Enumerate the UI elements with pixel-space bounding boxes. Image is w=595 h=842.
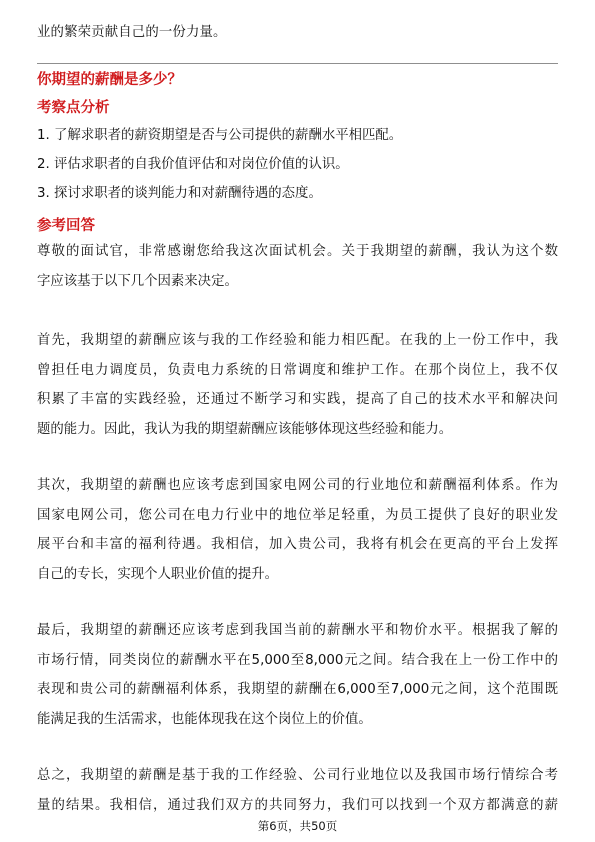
paragraph-line: 总之，我期望的薪酬是基于我的工作经验、公司行业地位以及我国市场行情综合考 <box>37 768 558 783</box>
answer-intro-paragraph <box>37 237 558 296</box>
paragraph-line: 表现和贵公司的薪酬福利体系，我期望的薪酬在6,000至7,000元之间，这个范围既 <box>37 682 558 697</box>
paragraph-line: 字应该基于以下几个因素来决定。 <box>37 273 238 289</box>
analysis-point-1: 1. 了解求职者的薪资期望是否与公司提供的薪酬水平相匹配。 <box>37 128 403 143</box>
paragraph-line: 展平台和丰富的福利待遇。我相信，加入贵公司，我将有机会在更高的平台上发挥 <box>37 537 558 552</box>
answer-paragraph-company <box>37 471 558 589</box>
section-divider <box>37 63 558 64</box>
paragraph-line: 最后，我期望的薪酬还应该考虑到我国当前的薪酬水平和物价水平。根据我了解的 <box>37 623 558 638</box>
paragraph-line: 国家电网公司，您公司在电力行业中的地位举足轻重，为员工提供了良好的职业发 <box>37 507 558 523</box>
answer-paragraph-summary <box>37 761 558 820</box>
page-number-footer: 第6页，共50页 <box>257 819 338 833</box>
paragraph-line: 曾担任电力调度员，负责电力系统的日常调度和维护工作。在那个岗位上，我不仅 <box>37 362 558 378</box>
paragraph-line: 自己的专长，实现个人职业价值的提升。 <box>37 566 279 582</box>
paragraph-line: 能满足我的生活需求，也能体现我在这个岗位上的价值。 <box>37 711 372 727</box>
paragraph-line: 积累了丰富的实践经验，还通过不断学习和实践，提高了自己的技术水平和解决问 <box>37 392 558 407</box>
paragraph-line: 市场行情，同类岗位的薪酬水平在5,000至8,000元之间。结合我在上一份工作中的 <box>37 652 558 668</box>
answer-paragraph-market <box>37 616 558 734</box>
previous-section-continuation: 业的繁荣贡献自己的一份力量。 <box>37 25 227 40</box>
answer-paragraph-experience <box>37 326 558 444</box>
analysis-heading: 考察点分析 <box>37 100 110 116</box>
question-title: 你期望的薪酬是多少？ <box>37 72 182 88</box>
answer-heading: 参考回答 <box>37 218 95 234</box>
paragraph-line: 首先，我期望的薪酬应该与我的工作经验和能力相匹配。在我的上一份工作中，我 <box>37 333 558 348</box>
paragraph-line: 题的能力。因此，我认为我的期望薪酬应该能够体现这些经验和能力。 <box>37 421 453 437</box>
paragraph-line: 尊敬的面试官，非常感谢您给我这次面试机会。关于我期望的薪酬，我认为这个数 <box>37 244 558 259</box>
paragraph-line: 其次，我期望的薪酬也应该考虑到国家电网公司的行业地位和薪酬福利体系。作为 <box>37 478 558 493</box>
analysis-point-2: 2. 评估求职者的自我价值评估和对岗位价值的认识。 <box>37 157 349 172</box>
analysis-point-3: 3. 探讨求职者的谈判能力和对薪酬待遇的态度。 <box>37 186 322 201</box>
paragraph-line: 量的结果。我相信，通过我们双方的共同努力，我们可以找到一个双方都满意的薪 <box>37 797 558 813</box>
